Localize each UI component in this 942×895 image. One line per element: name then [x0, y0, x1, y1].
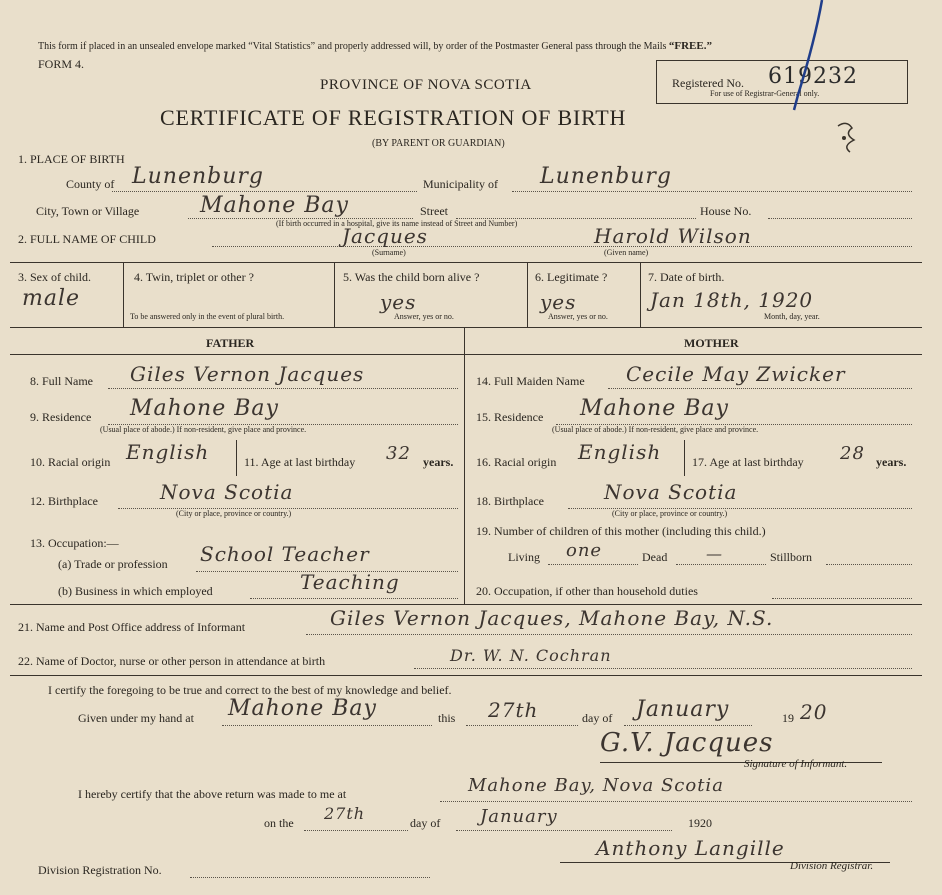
- on-the-value: 27th: [324, 804, 366, 823]
- page-subtitle: (BY PARENT OR GUARDIAN): [372, 138, 505, 149]
- mother-racial-value: English: [578, 440, 662, 464]
- registrar-use-note: For use of Registrar-General only.: [710, 89, 820, 98]
- twin-label: 4. Twin, triplet or other ?: [134, 270, 254, 284]
- mother-birthplace-label: 18. Birthplace: [476, 494, 544, 508]
- father-birthplace-note: (City or place, province or country.): [176, 509, 292, 518]
- father-birthplace-label: 12. Birthplace: [30, 494, 98, 508]
- mother-name-label: 14. Full Maiden Name: [476, 374, 585, 388]
- father-name-value: Giles Vernon Jacques: [130, 362, 365, 386]
- surname-caption: (Surname): [372, 248, 406, 257]
- street-label: Street: [420, 204, 448, 218]
- father-age-value: 32: [386, 443, 411, 464]
- child-name-label: 2. FULL NAME OF CHILD: [18, 232, 156, 246]
- this-label: this: [438, 711, 456, 725]
- mother-occupation-label: 20. Occupation, if other than household duties: [476, 584, 698, 598]
- mother-abode-note: (Usual place of abode.) If non-resident, give place and province.: [552, 425, 759, 434]
- on-the-label: on the: [264, 816, 294, 830]
- informant-label: 21. Name and Post Office address of Informant: [18, 620, 246, 634]
- given-caption: (Given name): [604, 248, 649, 257]
- father-residence-value: Mahone Bay: [130, 396, 279, 421]
- mother-name-value: Cecile May Zwicker: [626, 362, 846, 386]
- occupation-label: 13. Occupation:—: [30, 536, 119, 550]
- division-registration-label: Division Registration No.: [38, 863, 162, 877]
- father-residence-label: 9. Residence: [30, 410, 92, 424]
- father-age-label: 11. Age at last birthday: [244, 455, 356, 469]
- day-of-label: day of: [582, 711, 613, 725]
- father-age-unit: years.: [423, 455, 454, 469]
- province-heading: PROVINCE OF NOVA SCOTIA: [320, 77, 532, 93]
- mother-residence-value: Mahone Bay: [580, 396, 729, 421]
- stillborn-label: Stillborn: [770, 550, 813, 564]
- born-alive-caption: Answer, yes or no.: [394, 312, 454, 321]
- living-label: Living: [508, 550, 540, 564]
- day-of2-label: day of: [410, 816, 441, 830]
- children-count-label: 19. Number of children of this mother (including this child.): [476, 524, 766, 538]
- living-value: one: [566, 540, 603, 561]
- postal-notice: This form if placed in an unsealed envelope marked “Vital Statistics” and properly addressed will, by order of the Postmaster General pass through the Mails “FREE.”: [38, 40, 712, 52]
- date-of-birth-value: Jan 18th, 1920: [650, 288, 814, 312]
- twin-note: To be answered only in the event of plural birth.: [130, 312, 285, 321]
- legitimate-label: 6. Legitimate ?: [535, 270, 608, 284]
- dead-value: —: [706, 544, 723, 563]
- legitimate-value: yes: [540, 290, 577, 314]
- father-racial-label: 10. Racial origin: [30, 455, 111, 469]
- doctor-value: Dr. W. N. Cochran: [450, 646, 612, 665]
- month2-value: January: [480, 806, 558, 827]
- year2-value: 1920: [688, 816, 712, 830]
- legitimate-caption: Answer, yes or no.: [548, 312, 608, 321]
- father-birthplace-value: Nova Scotia: [160, 480, 294, 504]
- given-place-value: Mahone Bay: [228, 696, 377, 721]
- county-value: Lunenburg: [132, 164, 264, 189]
- business-label: (b) Business in which employed: [58, 584, 213, 598]
- this-day-value: 27th: [488, 698, 539, 722]
- father-abode-note: (Usual place of abode.) If non-resident, give place and province.: [100, 425, 307, 434]
- page-title: CERTIFICATE OF REGISTRATION OF BIRTH: [160, 105, 627, 130]
- dead-label: Dead: [642, 550, 668, 564]
- form-number: FORM 4.: [38, 57, 85, 71]
- hospital-note: (If birth occurred in a hospital, give its name instead of Street and Number): [276, 219, 518, 228]
- mother-age-value: 28: [840, 443, 865, 464]
- born-alive-label: 5. Was the child born alive ?: [343, 270, 480, 284]
- born-alive-value: yes: [380, 290, 417, 314]
- city-value: Mahone Bay: [200, 193, 349, 218]
- year-prefix: 19: [782, 711, 794, 725]
- father-name-label: 8. Full Name: [30, 374, 93, 388]
- sex-label: 3. Sex of child.: [18, 270, 91, 284]
- place-of-birth-heading: 1. PLACE OF BIRTH: [18, 152, 125, 166]
- trade-label: (a) Trade or profession: [58, 557, 168, 571]
- child-given-value: Harold Wilson: [594, 224, 752, 248]
- registrar-signature: Anthony Langille: [596, 836, 785, 860]
- mother-age-label: 17. Age at last birthday: [692, 455, 804, 469]
- mother-racial-label: 16. Racial origin: [476, 455, 557, 469]
- child-surname-value: Jacques: [342, 224, 428, 248]
- return-label: I hereby certify that the above return was made to me at: [78, 787, 347, 801]
- father-heading: FATHER: [206, 336, 255, 350]
- informant-signature: G.V. Jacques: [600, 728, 774, 758]
- sex-value: male: [22, 286, 81, 311]
- mother-birthplace-value: Nova Scotia: [604, 480, 738, 504]
- informant-value: Giles Vernon Jacques, Mahone Bay, N.S.: [330, 606, 774, 630]
- registered-value: 619232: [768, 64, 858, 89]
- trade-value: School Teacher: [200, 542, 370, 566]
- business-value: Teaching: [300, 570, 400, 594]
- municipality-label: Municipality of: [423, 177, 498, 191]
- municipality-value: Lunenburg: [540, 164, 672, 189]
- city-label: City, Town or Village: [36, 204, 140, 218]
- month-value: January: [636, 697, 730, 722]
- signature-caption: Signature of Informant.: [744, 758, 848, 770]
- mother-age-unit: years.: [876, 455, 907, 469]
- return-place-value: Mahone Bay, Nova Scotia: [468, 775, 724, 796]
- mother-birthplace-note: (City or place, province or country.): [612, 509, 728, 518]
- father-racial-value: English: [126, 440, 210, 464]
- registered-label: Registered No.: [672, 76, 744, 90]
- stamp-mark-icon: [832, 118, 862, 158]
- blue-pen-stroke: [780, 0, 830, 120]
- registrar-caption: Division Registrar.: [790, 860, 874, 872]
- mother-residence-label: 15. Residence: [476, 410, 544, 424]
- county-label: County of: [66, 177, 115, 191]
- date-caption: Month, day, year.: [764, 312, 820, 321]
- mother-heading: MOTHER: [684, 336, 739, 350]
- house-number-label: House No.: [700, 204, 752, 218]
- given-label: Given under my hand at: [78, 711, 194, 725]
- date-of-birth-label: 7. Date of birth.: [648, 270, 725, 284]
- certify-statement: I certify the foregoing to be true and correct to the best of my knowledge and belief.: [48, 683, 452, 697]
- doctor-label: 22. Name of Doctor, nurse or other person in attendance at birth: [18, 654, 326, 668]
- year-value: 20: [800, 700, 828, 724]
